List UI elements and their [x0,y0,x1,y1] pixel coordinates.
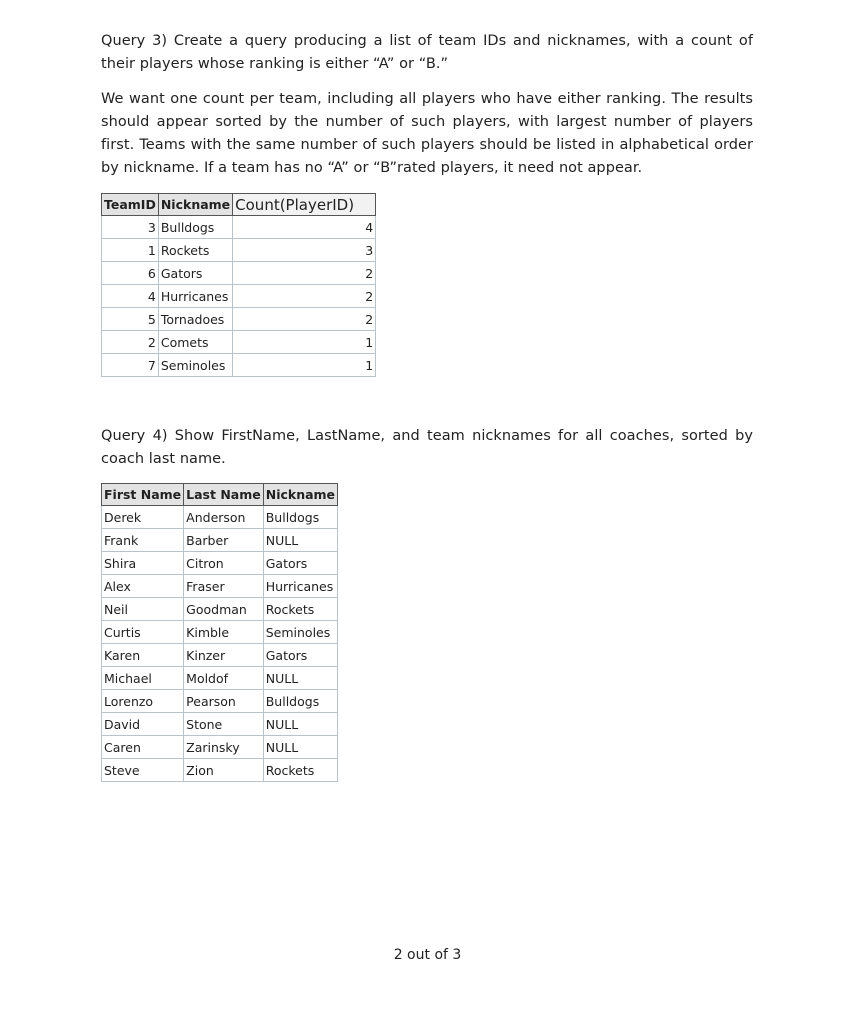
nickname-cell: Rockets [263,759,337,782]
table-row [102,598,338,621]
nickname-cell: Gators [263,552,337,575]
nickname-cell: NULL [263,529,337,552]
nickname-cell: Gators [158,262,232,285]
column-header-nickname: Nickname [263,484,337,506]
team-id-cell: 5 [102,308,159,331]
count-cell: 2 [233,285,376,308]
nickname-cell: Tornadoes [158,308,232,331]
last-name-cell: Goodman [184,598,264,621]
table-row [102,621,338,644]
column-header-teamid: TeamID [102,194,159,216]
nickname-cell: NULL [263,713,337,736]
nickname-cell: Bulldogs [263,690,337,713]
table-row [102,552,338,575]
nickname-cell: Bulldogs [263,506,337,529]
nickname-cell: Gators [263,644,337,667]
team-id-cell: 4 [102,285,159,308]
last-name-cell: Barber [184,529,264,552]
count-cell: 1 [233,331,376,354]
table-row [102,354,376,377]
query3-results-table [101,193,376,377]
last-name-cell: Zion [184,759,264,782]
table-row [102,690,338,713]
table-row [102,506,338,529]
team-id-cell: 7 [102,354,159,377]
last-name-cell: Moldof [184,667,264,690]
page-number: 2 out of 3 [393,947,462,963]
nickname-cell: Rockets [263,598,337,621]
nickname-cell: Hurricanes [263,575,337,598]
table-header-row [102,484,338,506]
table-row [102,575,338,598]
table-row [102,331,376,354]
table-row [102,644,338,667]
table-row [102,216,376,239]
first-name-cell: Lorenzo [102,690,184,713]
table-row [102,308,376,331]
query3-heading: Query 3) Create a query producing a list of team IDs and nicknames, with a count of their players whose ranking is either “A” or “B.” [101,33,753,72]
nickname-cell: NULL [263,736,337,759]
first-name-cell: Frank [102,529,184,552]
query3-description: We want one count per team, including all players who have either ranking. The results should appear sorted by the number of such players, with largest number of players first. Teams with the same number of such players should be listed in alphabetical order by nickname. If a team has no “A” or “B”rated players, it need not appear. [101,91,753,176]
first-name-cell: Michael [102,667,184,690]
first-name-cell: Curtis [102,621,184,644]
table-row [102,713,338,736]
table-row [102,759,338,782]
first-name-cell: Derek [102,506,184,529]
last-name-cell: Anderson [184,506,264,529]
count-cell: 1 [233,354,376,377]
table-row [102,262,376,285]
team-id-cell: 3 [102,216,159,239]
team-id-cell: 1 [102,239,159,262]
last-name-cell: Citron [184,552,264,575]
count-cell: 2 [233,308,376,331]
first-name-cell: Shira [102,552,184,575]
table-row [102,529,338,552]
last-name-cell: Fraser [184,575,264,598]
first-name-cell: Karen [102,644,184,667]
table-row [102,239,376,262]
count-cell: 2 [233,262,376,285]
first-name-cell: David [102,713,184,736]
last-name-cell: Zarinsky [184,736,264,759]
table-row [102,736,338,759]
last-name-cell: Kimble [184,621,264,644]
team-id-cell: 6 [102,262,159,285]
nickname-cell: Rockets [158,239,232,262]
count-cell: 3 [233,239,376,262]
first-name-cell: Steve [102,759,184,782]
count-cell: 4 [233,216,376,239]
column-header-nickname: Nickname [158,194,232,216]
nickname-cell: Bulldogs [158,216,232,239]
nickname-cell: Seminoles [263,621,337,644]
nickname-cell: NULL [263,667,337,690]
column-header-first-name: First Name [102,484,184,506]
last-name-cell: Stone [184,713,264,736]
column-header-count: Count(PlayerID) [233,194,376,216]
first-name-cell: Caren [102,736,184,759]
table-row [102,285,376,308]
query4-results-table [101,483,338,782]
query4-heading: Query 4) Show FirstName, LastName, and team nicknames for all coaches, sorted by coach last name. [101,428,753,467]
nickname-cell: Hurricanes [158,285,232,308]
last-name-cell: Kinzer [184,644,264,667]
team-id-cell: 2 [102,331,159,354]
nickname-cell: Seminoles [158,354,232,377]
first-name-cell: Alex [102,575,184,598]
first-name-cell: Neil [102,598,184,621]
table-row [102,667,338,690]
last-name-cell: Pearson [184,690,264,713]
table-header-row [102,194,376,216]
nickname-cell: Comets [158,331,232,354]
column-header-last-name: Last Name [184,484,264,506]
